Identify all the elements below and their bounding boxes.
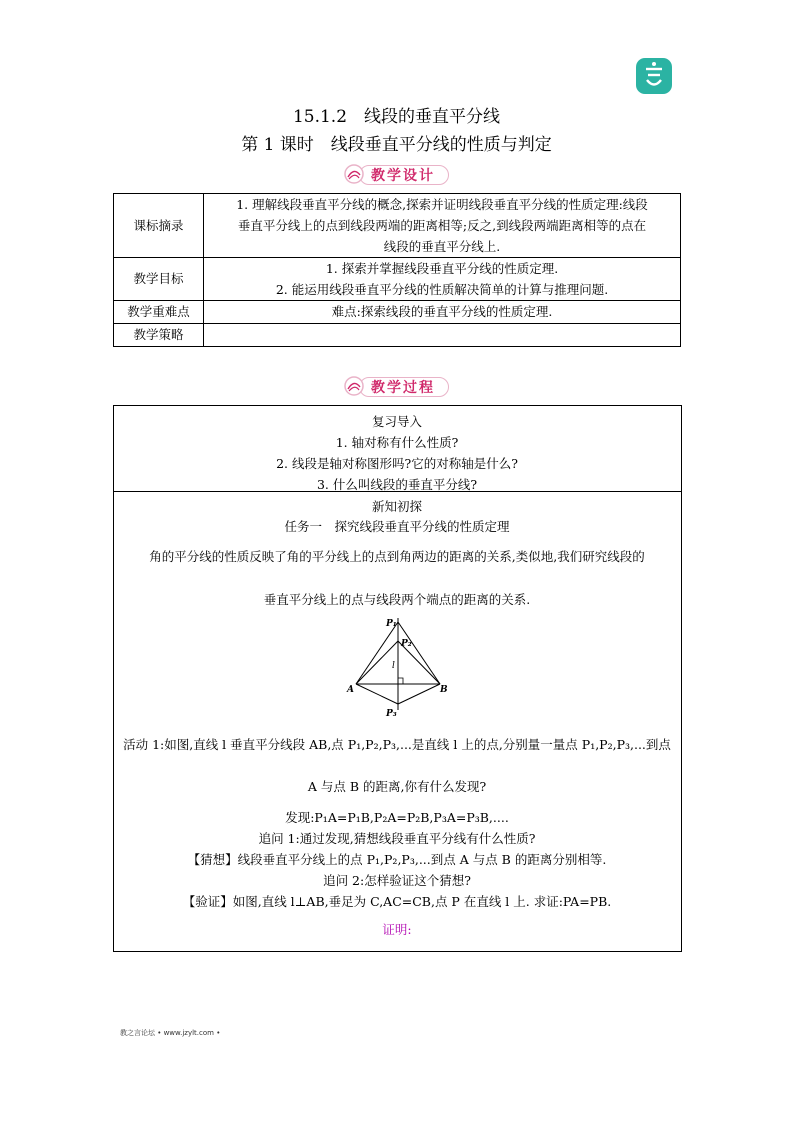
teaching-design-banner: [341, 163, 451, 185]
row-label: 教学重难点: [114, 301, 204, 324]
page-title: 15.1.2 线段的垂直平分线: [292, 107, 501, 127]
task-title: 任务一 探究线段垂直平分线的性质定理: [284, 519, 510, 534]
discovery-text: 发现:P₁A=P₁B,P₂A=P₂B,P₃A=P₃B,....: [285, 810, 509, 825]
banner-swirl-icon: [343, 163, 365, 185]
table-row: [114, 194, 681, 258]
new-knowledge-heading: 新知初探: [371, 499, 422, 514]
row-content: 1. 理解线段垂直平分线的概念,探索并证明线段垂直平分线的性质定理:线段 垂直平分线上的点到线段两端的距离相等;反之,到线段两端距离相等的点在 线段的垂直平分线上.: [204, 194, 681, 258]
row-label: 课标摘录: [114, 194, 204, 258]
table-row: [114, 301, 681, 324]
banner-label: 教学过程: [371, 380, 435, 396]
row-label: 教学目标: [114, 258, 204, 301]
row-content: 1. 探索并掌握线段垂直平分线的性质定理. 2. 能运用线段垂直平分线的性质解决简单的计算与推理问题.: [204, 258, 681, 301]
intro-text: 垂直平分线上的点与线段两个端点的距离的关系.: [263, 592, 531, 607]
verify-text: 【验证】如图,直线 l⊥AB,垂足为 C,AC=CB,点 P 在直线 l 上. 求证:PA=PB.: [182, 894, 612, 909]
label-b: B: [440, 685, 448, 695]
row-content: 难点:探索线段的垂直平分线的性质定理.: [204, 301, 681, 324]
logo-icon: [636, 58, 672, 94]
review-question: 1. 轴对称有什么性质?: [335, 435, 459, 450]
label-p3: P₃: [386, 709, 397, 719]
review-question: 2. 线段是轴对称图形吗?它的对称轴是什么?: [276, 456, 518, 471]
segment-p3a: [356, 684, 398, 704]
right-angle-mark: [398, 678, 403, 684]
segment-p3b: [398, 684, 440, 704]
row-label: 教学策略: [114, 324, 204, 347]
activity-text: A 与点 B 的距离,你有什么发现?: [307, 779, 487, 794]
label-p2: P₂: [401, 639, 412, 649]
intro-text: 角的平分线的性质反映了角的平分线上的点到角两边的距离的关系,类似地,我们研究线段的: [149, 549, 645, 564]
table-row: [114, 324, 681, 347]
row-content: [204, 324, 681, 347]
page-subtitle: 第 1 课时 线段垂直平分线的性质与判定: [241, 135, 552, 155]
guess-text: 【猜想】线段垂直平分线上的点 P₁,P₂,P₃,...到点 A 与点 B 的距离分别相等.: [187, 852, 607, 867]
info-table: [113, 193, 681, 347]
followup-text: 追问 2:怎样验证这个猜想?: [323, 873, 471, 888]
segment-p1a: [356, 622, 398, 684]
review-question: 3. 什么叫线段的垂直平分线?: [316, 477, 478, 492]
teaching-process-banner: [341, 375, 451, 397]
segment-p1b: [398, 622, 440, 684]
label-p1: P₁: [386, 619, 397, 629]
activity-text: 活动 1:如图,直线 l 垂直平分线段 AB,点 P₁,P₂,P₃,...是直线 l 上的点,分别量一量点 P₁,P₂,P₃,...到点: [123, 737, 671, 752]
review-heading: 复习导入: [371, 414, 422, 429]
label-l: l: [392, 661, 395, 671]
banner-swirl-icon: [343, 375, 365, 397]
label-a: A: [347, 685, 354, 695]
footer-text: 教之言论坛 • www.jzylt.com •: [120, 1029, 221, 1037]
proof-label: 证明:: [382, 922, 412, 937]
followup-text: 追问 1:通过发现,猜想线段垂直平分线有什么性质?: [258, 831, 536, 846]
banner-label: 教学设计: [371, 168, 435, 184]
table-row: [114, 258, 681, 301]
perpendicular-bisector-figure: [340, 612, 455, 722]
